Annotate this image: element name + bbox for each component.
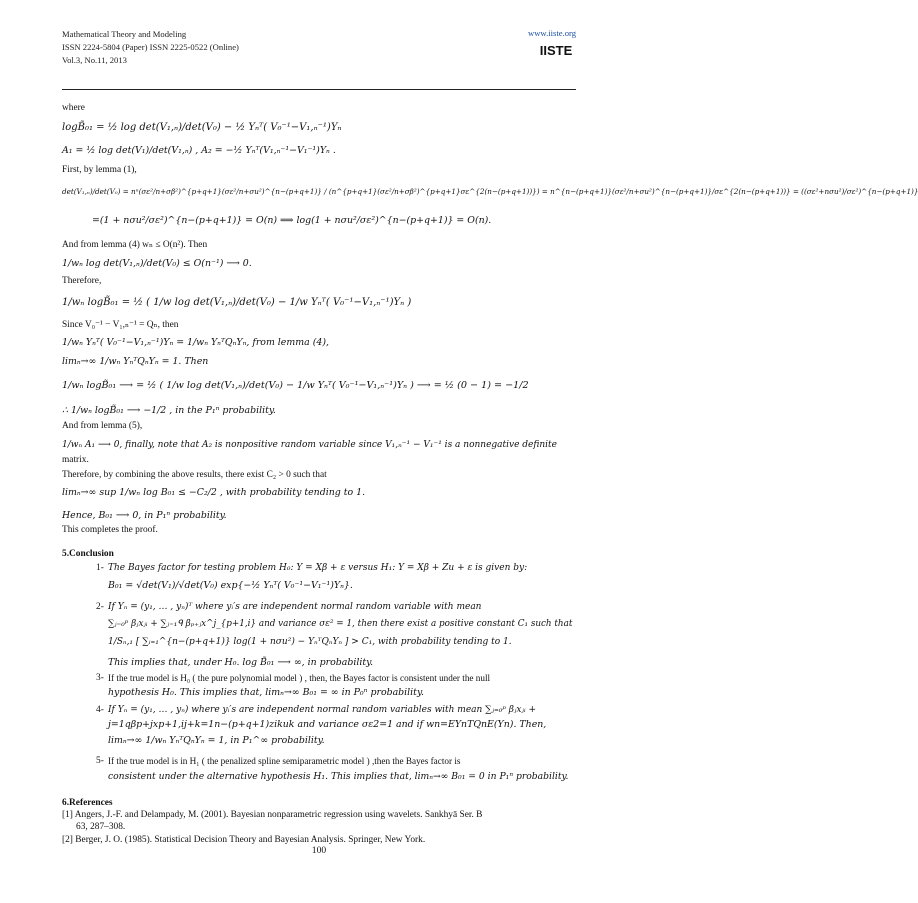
lemma4-text: And from lemma (4) wₙ ≤ O(n²). Then bbox=[62, 240, 208, 250]
where-text: where bbox=[62, 103, 85, 113]
equation-limit-minus-half: 1/wₙ logB̃₀₁ ⟶ = ½ ( 1/w log det(V₁,ₙ)/det(V₀) − 1/w Yₙᵀ( V₀⁻¹−V₁,ₙ⁻¹)Yₙ ) ⟶ = ½ (0 − 1) = −1/2 bbox=[62, 380, 529, 391]
conclusion-item-2-num: 2- bbox=[96, 602, 104, 612]
website-link[interactable]: www.iiste.org bbox=[528, 28, 576, 38]
conclusion-item-4-line2: j=1qβp+jxp+1,ij+k=1n−(p+q+1)zikuk and variance σε2=1 and if wn=EYnTQnE(Yn). Then, bbox=[108, 719, 547, 730]
conclusion-heading: 5.Conclusion bbox=[62, 549, 114, 559]
header-rule bbox=[62, 89, 576, 90]
conclusion-item-2-line2: ∑ⱼ₌₀ᵖ βⱼxⱼᵢ + ∑ⱼ₌₁ᑫ βₚ₊ⱼx^j_{p+1,i} and variance σε² = 1, then there exist a positive constant C₁ such that bbox=[108, 619, 573, 629]
equation-limit-zero: 1/wₙ log det(V₁,ₙ)/det(V₀) ≤ O(n⁻¹) ⟶ 0. bbox=[62, 258, 252, 269]
equation-quadratic-form: 1/wₙ Yₙᵀ( V₀⁻¹−V₁,ₙ⁻¹)Yₙ = 1/wₙ YₙᵀQₙYₙ, from lemma (4), bbox=[62, 337, 329, 348]
conclusion-item-1-num: 1- bbox=[96, 563, 104, 573]
conclusion-item-3-line1: If the true model is H₀ ( the pure polynomial model ) , then, the Bayes factor is consistent under the null bbox=[108, 673, 491, 683]
conclusion-item-2-line4: This implies that, under H₀. log B̃₀₁ ⟶ ∞, in probability. bbox=[108, 657, 374, 668]
volume-line: Vol.3, No.11, 2013 bbox=[62, 55, 127, 65]
since-text: Since V₀⁻¹ − V₁,ₙ⁻¹ = Qₙ, then bbox=[62, 320, 179, 330]
journal-title: Mathematical Theory and Modeling bbox=[62, 29, 187, 39]
therefore-text: Therefore, bbox=[62, 276, 102, 286]
equation-log-bayes-factor: logB̃₀₁ = ½ log det(V₁,ₙ)/det(V₀) − ½ Yₙᵀ( V₀⁻¹−V₁,ₙ⁻¹)Yₙ bbox=[62, 122, 342, 133]
conclusion-item-2-line1: If Yₙ = (y₁, … , yₙ)ᵀ where yᵢ′s are independent normal random variable with mean bbox=[108, 602, 482, 612]
conclusion-item-5-line1: If the true model is in H₁ ( the penalized spline semiparametric model ) ,then the Bayes factor is bbox=[108, 756, 461, 766]
conclusion-item-3-num: 3- bbox=[96, 673, 104, 683]
equation-a1-a2: A₁ = ½ log det(V₁)/det(V₁,ₙ) , A₂ = −½ Yₙᵀ(V₁,ₙ⁻¹−V₁⁻¹)Yₙ . bbox=[62, 145, 336, 156]
first-by-lemma: First, by lemma (1), bbox=[62, 165, 137, 175]
reference-2-line1: [2] Berger, J. O. (1985). Statistical Decision Theory and Bayesian Analysis. Springer, New York. bbox=[62, 835, 426, 845]
equation-therefore-probability: ∴ 1/wₙ logB̃₀₁ ⟶ −1/2 , in the P₁ⁿ probability. bbox=[62, 405, 276, 416]
logo-text: IISTE bbox=[539, 43, 573, 58]
conclusion-item-5-line2: consistent under the alternative hypothesis H₁. This implies that, limₙ→∞ B₀₁ = 0 in P₁ⁿ probability. bbox=[108, 771, 569, 782]
hence-text: Hence, B₀₁ ⟶ 0, in P₁ⁿ probability. bbox=[62, 510, 227, 521]
conclusion-item-5-num: 5- bbox=[96, 756, 104, 766]
conclusion-item-4-line3: limₙ→∞ 1/wₙ YₙᵀQₙYₙ = 1, in P₁^∞ probability. bbox=[108, 735, 325, 746]
conclusion-item-2-line3: 1/Sₙ,₁ [ ∑ᵢ₌₁^{n−(p+q+1)} log(1 + nσu²) − YₙᵀQₙYₙ ] > C₁, with probability tending to 1. bbox=[108, 637, 512, 647]
matrix-text: matrix. bbox=[62, 455, 89, 465]
equation-order-n: =(1 + nσu²/σε²)^{n−(p+q+1)} = O(n) ⟹ log(1 + nσu²/σε²)^{n−(p+q+1)} = O(n). bbox=[92, 215, 492, 226]
reference-1-line2: 63, 287–308. bbox=[76, 822, 126, 832]
conclusion-item-1-line2: B₀₁ = √det(V₁)/√det(V₀) exp{−½ Yₙᵀ( V₀⁻¹−V₁⁻¹)Yₙ}. bbox=[108, 580, 353, 591]
conclusion-item-1-line1: The Bayes factor for testing problem H₀: Y = Xβ + ε versus H₁: Y = Xβ + Zu + ε is given by: bbox=[108, 563, 528, 573]
references-heading: 6.References bbox=[62, 798, 113, 808]
page-number: 100 bbox=[311, 845, 327, 856]
reference-1-line1: [1] Angers, J.-F. and Delampady, M. (2001). Bayesian nonparametric regression using wavelets. Sankhyā Ser. B bbox=[62, 810, 483, 820]
proof-complete-text: This completes the proof. bbox=[62, 525, 158, 535]
equation-determinant-ratio: det(V₁,ₙ)/det(V₀) = nⁿ(σε²/n+σβ²)^{p+q+1}(σε²/n+σu²)^{n−(p+q+1)} / (n^{p+q+1}(σε²/n+σβ²)^{p+q+1}σε^{2(n−(p+q+1))}) = n^{n−(p+q+1)}(σε²/n+σu²)^{n−(p+q+1)}/σε^{2(n−(p+q+1))} = ((σε²+nσu²)/σε²)^{n−(p+q+1)} bbox=[62, 187, 918, 196]
combining-text: Therefore, by combining the above results, there exist C₂ > 0 such that bbox=[62, 470, 327, 480]
equation-a1-limit: 1/wₙ A₁ ⟶ 0, finally, note that A₂ is nonpositive random variable since V₁,ₙ⁻¹ − V₁⁻¹ is a nonnegative definite bbox=[62, 440, 558, 450]
equation-limsup: limₙ→∞ sup 1/wₙ log B₀₁ ≤ −C₂/2 , with probability tending to 1. bbox=[62, 487, 366, 498]
equation-limit-one: limₙ→∞ 1/wₙ YₙᵀQₙYₙ = 1. Then bbox=[62, 356, 209, 367]
lemma5-text: And from lemma (5), bbox=[62, 421, 143, 431]
conclusion-item-3-line2: hypothesis H₀. This implies that, limₙ→∞ B₀₁ = ∞ in P₀ⁿ probability. bbox=[108, 687, 424, 698]
equation-scaled-log-bf: 1/wₙ logB̃₀₁ = ½ ( 1/w log det(V₁,ₙ)/det(V₀) − 1/w Yₙᵀ( V₀⁻¹−V₁,ₙ⁻¹)Yₙ ) bbox=[62, 297, 412, 308]
conclusion-item-4-line1: If Yₙ = (y₁, … , yₙ) where yᵢ′s are independent normal random variables with mean ∑ⱼ₌₀ᵖ βⱼxⱼᵢ + bbox=[108, 705, 537, 715]
issn-line: ISSN 2224-5804 (Paper) ISSN 2225-0522 (Online) bbox=[62, 42, 239, 52]
iiste-logo-icon bbox=[536, 41, 576, 59]
conclusion-item-4-num: 4- bbox=[96, 705, 104, 715]
